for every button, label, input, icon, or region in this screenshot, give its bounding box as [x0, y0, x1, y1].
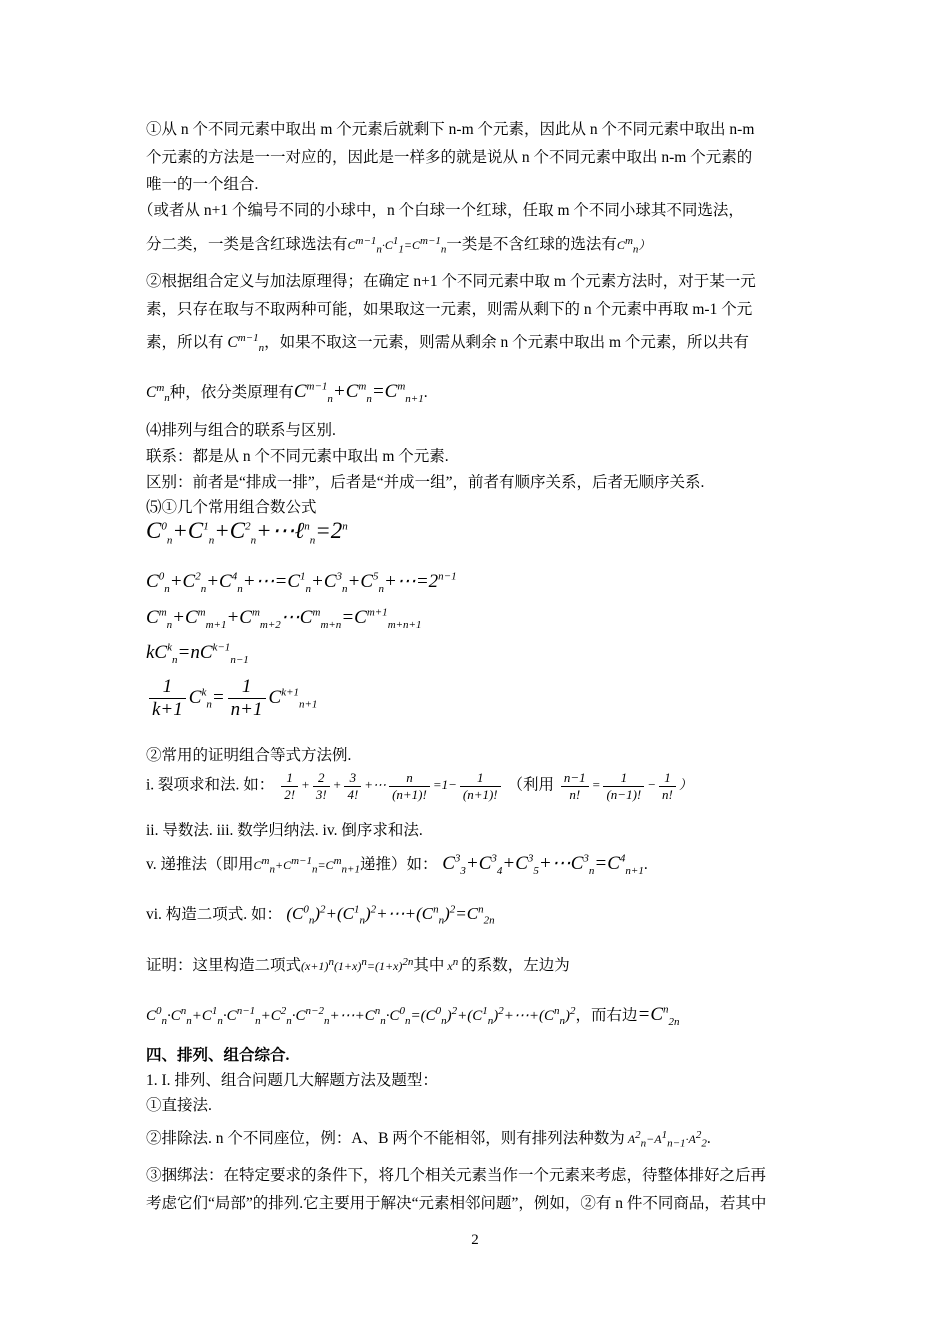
- formula: $C^m_n$）: [616, 235, 651, 256]
- section-heading: 四、排列、组合综合.: [146, 1047, 290, 1064]
- paragraph-line: ②常用的证明组合等式方法例.: [146, 747, 352, 764]
- formula: $=C^n_{2n}$: [637, 1003, 680, 1028]
- text-span: 证明：这里构造二项式: [146, 957, 302, 974]
- paragraph-line: 区别：前者是“排成一排”，后者是“并成一组”，前者有顺序关系，后者无顺序关系.: [146, 474, 705, 491]
- formula: $\frac{n-1}{n!}$ = $\frac{1}{(n-1)!}$ − $\frac{1}{n!}$ ）: [558, 777, 692, 792]
- text-span: （利用: [507, 776, 555, 794]
- formula: $C^{m-1}_n+C^m_n=C^m_{n+1}$: [293, 380, 424, 405]
- formula: $C^3_3+C^3_4+C^3_5+\cdots C^3_n=C^4_{n+1}$: [437, 852, 644, 877]
- paragraph-line: 联系：都是从 n 个不同元素中取出 m 个元素.: [146, 448, 449, 465]
- text-span: 种，依分类原理有: [169, 384, 294, 401]
- formula: $x^n$: [444, 956, 459, 973]
- paragraph-line: ⑷排列与组合的联系与区别.: [146, 422, 336, 439]
- paragraph-line: （或者从 n+1 个编号不同的小球中，n 个白球一个红球，任取 m 个不同小球其不同选法，: [138, 202, 744, 219]
- paragraph-line: ①直接法.: [146, 1097, 212, 1114]
- formula: $\frac{1}{2!}$ + $\frac{2}{3!}$ + $\frac{3}{4!}$ +⋯ $\frac{n}{(n+1)!}$ =1− $\frac{1}{(n+1)!}$: [278, 777, 503, 792]
- formula: $C^0_n+C^1_n+C^2_n+\cdots\ell^n_n=2^n$: [146, 518, 348, 547]
- paragraph-line: ③捆绑法：在特定要求的条件下，将几个相关元素当作一个元素来考虑，待整体排好之后再: [146, 1167, 767, 1184]
- formula: $A^2_n-A^1_{n-1}\cdot A^2_2$: [624, 1129, 707, 1150]
- text-span: v. 递推法（即用: [146, 856, 254, 873]
- formula: $C^m_n+C^{m-1}_n=C^m_{n+1}$: [253, 855, 360, 876]
- paragraph-line: [146, 902, 495, 927]
- text-span: 分二类，一类是含红球选法有: [146, 236, 348, 253]
- formula: $C^0_n\cdot C^n_n+C^1_n\cdot C^{n-1}_n+C^2_n\cdot C^{n-2}_n+\cdots+C^n_n\cdot C^0_n=(C^0_n)^2+(C^1_n)^2+\cdots+(C^n_n)^2$: [146, 1005, 576, 1027]
- text-span: 递推）如：: [359, 856, 438, 873]
- text-span: 的系数，左边为: [461, 957, 570, 974]
- paragraph-line: ⑸①几个常用组合数公式: [146, 499, 317, 516]
- text-span: ，而右边: [575, 1007, 638, 1024]
- text-span: ，如果不取这一元素，则需从剩余 n 个元素中取出 m 个元素，所以共有: [264, 334, 749, 351]
- formula: $\frac{1}{k+1}$ $C^k_n=$ $\frac{1}{n+1}$ $C^{k+1}_{n+1}$: [146, 676, 317, 721]
- text-span: 一类是不含红球的选法有: [446, 236, 617, 253]
- paragraph-line: ①从 n 个不同元素中取出 m 个元素后就剩下 n-m 个元素，因此从 n 个不同元素中取出 n-m: [146, 121, 755, 138]
- text-span: 素，所以有: [146, 334, 224, 351]
- formula: $C^0_n+C^2_n+C^4_n+\cdots=C^1_n+C^3_n+C^5_n+\cdots=2^{n-1}$: [146, 570, 457, 595]
- paragraph-line: ②排除法. n 个不同座位，例：A、B 两个不能相邻，则有排列法种数为 $A^2_n-A^1_{n-1}\cdot A^2_2$.: [146, 1129, 711, 1150]
- paragraph-line: ②根据组合定义与加法原理得；在确定 n+1 个不同元素中取 m 个元素方法时，对于某一元: [146, 273, 756, 290]
- formula: $kC^k_n=nC^{k-1}_{n-1}$: [146, 641, 249, 666]
- paragraph-line: [146, 330, 749, 355]
- paragraph-line: 唯一的一个组合.: [146, 176, 259, 193]
- paragraph-line: ii. 导数法. iii. 数学归纳法. iv. 倒序求和法.: [146, 822, 423, 839]
- formula: $(C^0_n)^2+(C^1_n)^2+\cdots+(C^n_n)^2=C^n_{2n}$: [282, 903, 495, 927]
- page-number: 2: [471, 1232, 479, 1248]
- paragraph-line: [146, 953, 570, 975]
- paragraph-line: [146, 1003, 680, 1026]
- formula: $C^m_n$: [146, 381, 170, 405]
- paragraph-line: 个元素的方法是一一对应的，因此是一样多的就是说从 n 个不同元素中取出 n-m 个元素的: [146, 149, 753, 166]
- formula: $(x+1)^n(1+x)^n=(1+x)^{2n}$: [301, 956, 414, 973]
- paragraph-line: v. 递推法（即用$C^m_n+C^{m-1}_n=C^m_{n+1}$递推）如： $C^3_3+C^3_4+C^3_5+\cdots C^3_n=C^4_{n+1}$.: [146, 852, 648, 877]
- formula: $C^{m-1}_n$: [223, 331, 265, 355]
- paragraph-line: 1. I. 排列、组合问题几大解题方法及题型：: [146, 1072, 438, 1089]
- text-span: i. 裂项求和法. 如：: [146, 776, 275, 794]
- paragraph-line: [146, 770, 692, 803]
- paragraph-line: $C^m_n$种，依分类原理有$C^{m-1}_n+C^m_n=C^m_{n+1}$.: [146, 380, 428, 405]
- paragraph-line: 考虑它们“局部”的排列.它主要用于解决“元素相邻问题”，例如，②有 n 件不同商品，若其中: [146, 1195, 767, 1212]
- formula: $C^{m-1}_n\cdot C^1_1=C^{m-1}_n$: [347, 235, 447, 256]
- text-span: vi. 构造二项式. 如：: [146, 906, 283, 923]
- text-span: 其中: [413, 957, 445, 974]
- paragraph-line: [146, 232, 650, 254]
- paragraph-line: 素，只存在取与不取两种可能，如果取这一元素，则需从剩下的 n 个元素中再取 m-1 个元: [146, 301, 753, 318]
- formula: $C^m_n+C^m_{m+1}+C^m_{m+2}\cdots C^m_{m+n}=C^{m+1}_{m+n+1}$: [146, 606, 422, 631]
- text-span: ②排除法. n 个不同座位，例：A、B 两个不能相邻，则有排列法种数为: [146, 1130, 625, 1147]
